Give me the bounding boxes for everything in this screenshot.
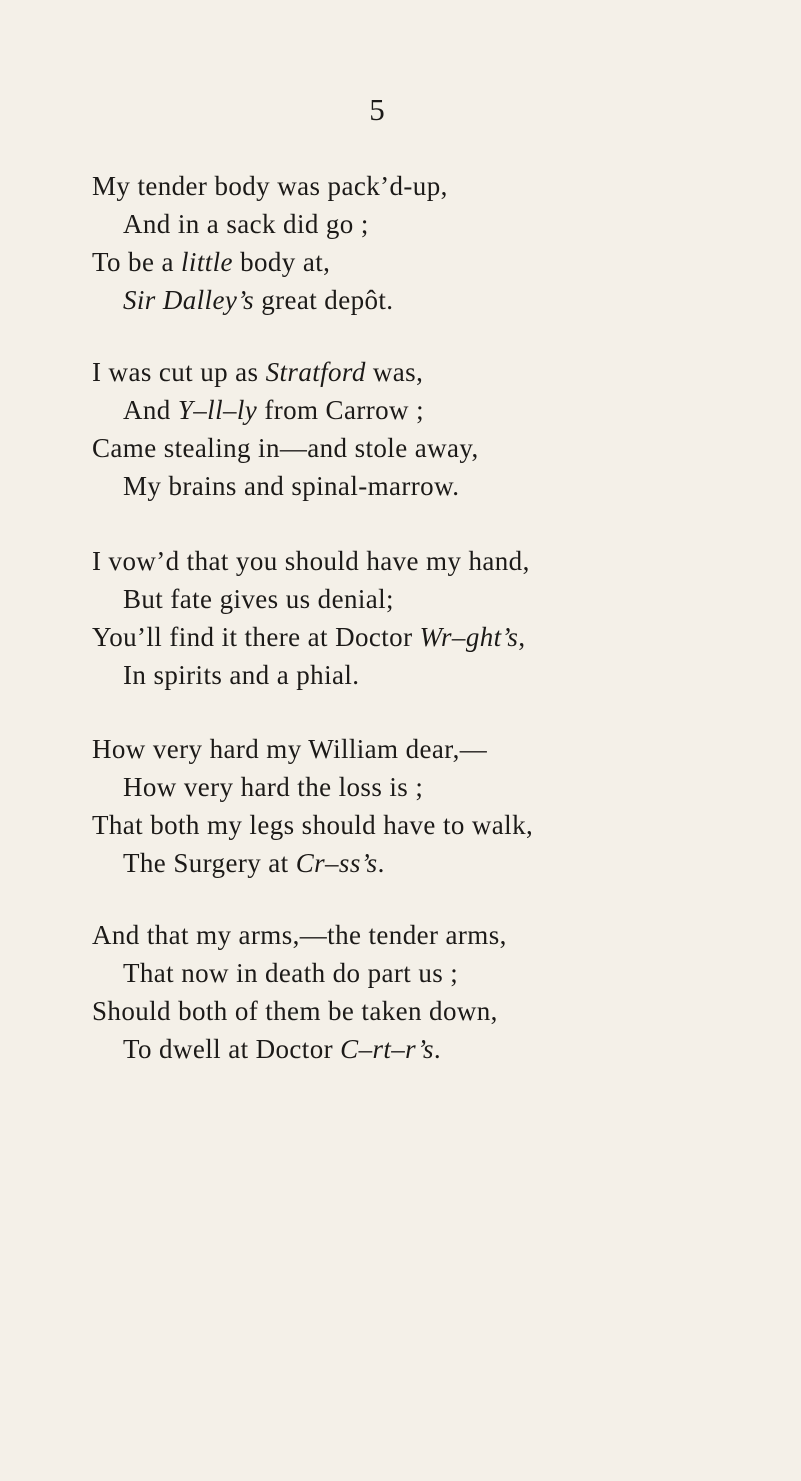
verse-line xyxy=(92,545,530,577)
verse-line xyxy=(92,356,423,388)
verse-text: The Surgery at xyxy=(123,848,296,878)
verse-line xyxy=(92,170,448,202)
italic-name: C–rt–r’s xyxy=(340,1034,434,1064)
verse-text: My brains and spinal-marrow. xyxy=(123,471,460,501)
page-number: 5 xyxy=(369,92,385,127)
verse-line xyxy=(92,432,479,464)
verse-text: My tender body was pack’d-up, xyxy=(92,171,448,201)
verse-line xyxy=(92,995,498,1027)
verse-text: That both my legs should have to walk, xyxy=(92,810,534,840)
verse-text: great depôt. xyxy=(254,285,394,315)
verse-line xyxy=(123,771,423,803)
verse-text: from Carrow ; xyxy=(257,395,424,425)
verse-line xyxy=(123,394,424,426)
verse-line xyxy=(92,621,526,653)
verse-line xyxy=(123,208,369,240)
verse-line xyxy=(92,919,507,951)
verse-line xyxy=(123,470,459,502)
verse-line xyxy=(123,847,385,879)
verse-text: And that my arms,—the tender arms, xyxy=(92,920,507,950)
verse-line xyxy=(123,284,393,316)
verse-text: To be a xyxy=(92,247,182,277)
verse-text: You’ll find it there at Doctor xyxy=(92,622,420,652)
verse-text: To dwell at Doctor xyxy=(123,1034,341,1064)
italic-name: Cr–ss’s xyxy=(295,848,378,878)
verse-text: , xyxy=(518,622,526,652)
verse-line xyxy=(92,733,487,765)
verse-text: And xyxy=(123,395,178,425)
verse-text: And in a sack did go ; xyxy=(123,209,369,239)
verse-text: How very hard the loss is ; xyxy=(123,772,424,802)
verse-line xyxy=(123,659,359,691)
verse-text: Should both of them be taken down, xyxy=(92,996,498,1026)
verse-text: But fate gives us denial; xyxy=(123,584,394,614)
italic-name: little xyxy=(181,247,233,277)
italic-name: Wr–ght’s xyxy=(419,622,519,652)
verse-line xyxy=(123,957,458,989)
verse-text: That now in death do part us ; xyxy=(123,958,459,988)
verse-text: In spirits and a phial. xyxy=(123,660,360,690)
verse-line xyxy=(92,809,533,841)
verse-text: . xyxy=(433,1034,442,1064)
verse-text: . xyxy=(377,848,385,878)
verse-text: I was cut up as xyxy=(92,357,266,387)
italic-name: Sir Dalley’s xyxy=(123,285,255,315)
verse-line xyxy=(123,1033,441,1065)
italic-name: Stratford xyxy=(265,357,366,387)
verse-text: body at, xyxy=(232,247,331,277)
verse-text: I vow’d that you should have my hand, xyxy=(92,546,530,576)
verse-text: How very hard my William dear,— xyxy=(92,734,488,764)
verse-line xyxy=(92,246,330,278)
verse-text: was, xyxy=(365,357,424,387)
italic-name: Y–ll–ly xyxy=(177,395,258,425)
verse-text: Came stealing in—and stole away, xyxy=(92,433,479,463)
verse-line xyxy=(123,583,394,615)
